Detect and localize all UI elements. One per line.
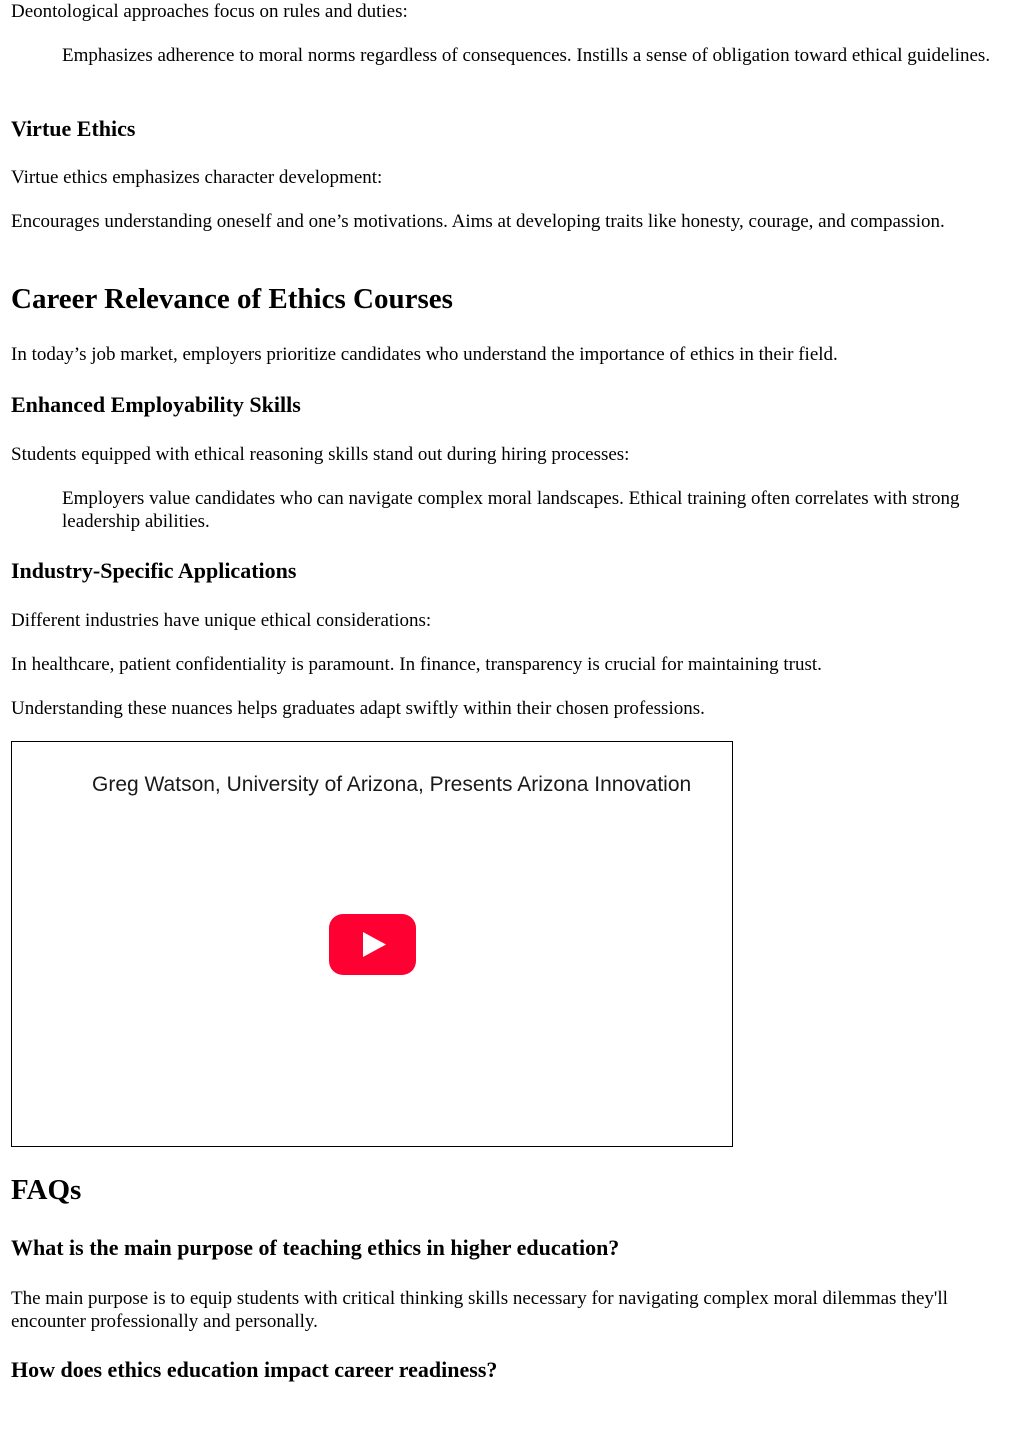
virtue-ethics-heading: Virtue Ethics bbox=[11, 116, 136, 141]
deontology-intro-paragraph: Deontological approaches focus on rules and duties: bbox=[11, 1, 408, 22]
employability-heading: Enhanced Employability Skills bbox=[11, 392, 301, 417]
industry-examples-paragraph: In healthcare, patient confidentiality is paramount. In finance, transparency is crucial for maintaining trust. bbox=[11, 654, 822, 675]
video-title[interactable]: Greg Watson, University of Arizona, Presents Arizona Innovation bbox=[92, 773, 692, 796]
industry-outro-paragraph: Understanding these nuances helps graduates adapt swiftly within their chosen professions. bbox=[11, 698, 705, 719]
industry-applications-heading: Industry-Specific Applications bbox=[11, 558, 297, 583]
faq-answer-1: The main purpose is to equip students with critical thinking skills necessary for navigating complex moral dilemmas they'll encounter professionally and personally. bbox=[11, 1288, 948, 1332]
industry-intro-paragraph: Different industries have unique ethical considerations: bbox=[11, 610, 432, 631]
deontology-blockquote: Emphasizes adherence to moral norms regardless of consequences. Instills a sense of obligation toward ethical guidelines. bbox=[62, 45, 991, 66]
youtube-video-embed[interactable] bbox=[11, 741, 733, 1147]
faqs-heading: FAQs bbox=[11, 1174, 82, 1206]
employability-blockquote: Employers value candidates who can navigate complex moral landscapes. Ethical training often correlates with strong leadership abilities. bbox=[62, 488, 960, 532]
career-intro-paragraph: In today’s job market, employers prioritize candidates who understand the importance of ethics in their field. bbox=[11, 344, 838, 365]
virtue-body-paragraph: Encourages understanding oneself and one’s motivations. Aims at developing traits like honesty, courage, and compassion. bbox=[11, 211, 945, 232]
career-relevance-heading: Career Relevance of Ethics Courses bbox=[11, 283, 453, 315]
virtue-intro-paragraph: Virtue ethics emphasizes character development: bbox=[11, 167, 383, 188]
employability-intro-paragraph: Students equipped with ethical reasoning skills stand out during hiring processes: bbox=[11, 444, 630, 465]
play-button[interactable] bbox=[329, 914, 416, 975]
faq-question-1: What is the main purpose of teaching ethics in higher education? bbox=[11, 1235, 620, 1260]
faq-question-2: How does ethics education impact career readiness? bbox=[11, 1357, 498, 1382]
youtube-play-icon[interactable] bbox=[329, 914, 416, 975]
